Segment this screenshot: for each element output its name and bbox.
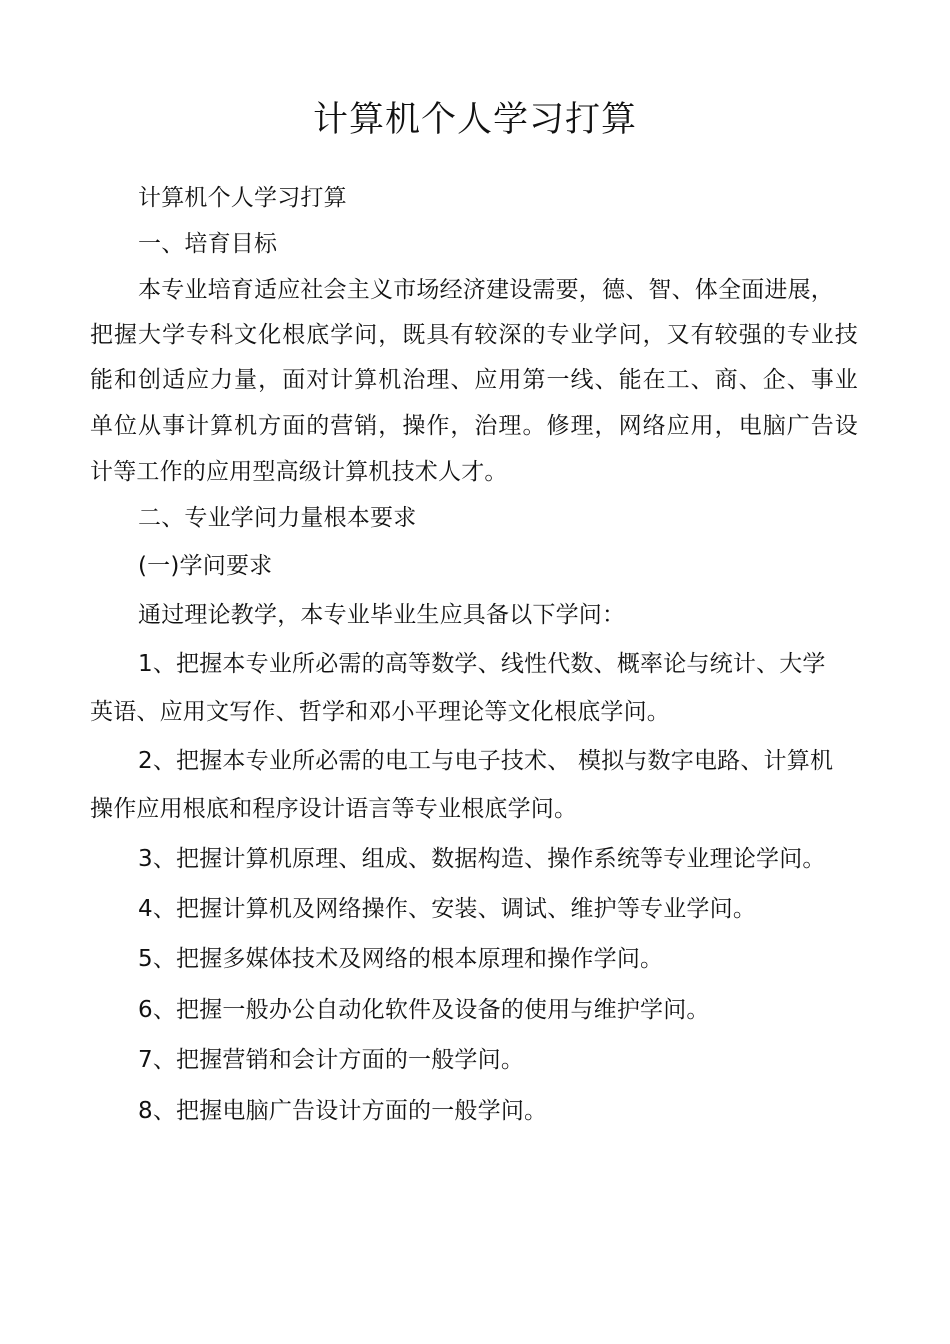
paragraph-line: 把握大学专科文化根底学问，既具有较深的专业学问，又有较强的专业技	[90, 322, 858, 348]
list-item-5: 5、把握多媒体技术及网络的根本原理和操作学问。	[138, 946, 664, 972]
list-item-7: 7、把握营销和会计方面的一般学问。	[138, 1047, 525, 1073]
paragraph-line: 本专业培育适应社会主义市场经济建设需要，德、智、体全面进展，	[138, 277, 834, 303]
list-item-1-continued: 英语、应用文写作、哲学和邓小平理论等文化根底学问。	[90, 699, 670, 725]
paragraph-line: 通过理论教学，本专业毕业生应具备以下学问：	[138, 602, 626, 628]
list-item-2-continued: 操作应用根底和程序设计语言等专业根底学问。	[90, 796, 578, 822]
paragraph-line: 单位从事计算机方面的营销，操作，治理。修理，网络应用，电脑广告设	[90, 413, 858, 439]
list-item-3: 3、把握计算机原理、组成、数据构造、操作系统等专业理论学问。	[138, 846, 826, 872]
list-item-2: 2、把握本专业所必需的电工与电子技术、 模拟与数字电路、计算机	[138, 748, 834, 774]
list-item-1: 1、把握本专业所必需的高等数学、线性代数、概率论与统计、大学	[138, 651, 826, 677]
section-heading-requirements: 二、专业学问力量根本要求	[138, 505, 417, 531]
document-title: 计算机个人学习打算	[312, 100, 637, 140]
paragraph-line: 能和创适应力量，面对计算机治理、应用第一线、能在工、商、企、事业	[90, 367, 858, 393]
list-item-6: 6、把握一般办公自动化软件及设备的使用与维护学问。	[138, 997, 710, 1023]
paragraph-line: 计等工作的应用型高级计算机技术人才。	[90, 459, 508, 485]
list-item-8: 8、把握电脑广告设计方面的一般学问。	[138, 1098, 548, 1124]
subtitle-line: 计算机个人学习打算	[138, 185, 347, 211]
subsection-heading-knowledge: (一)学问要求	[138, 553, 273, 579]
section-heading-goals: 一、培育目标	[138, 231, 278, 257]
list-item-4: 4、把握计算机及网络操作、安装、调试、维护等专业学问。	[138, 896, 757, 922]
